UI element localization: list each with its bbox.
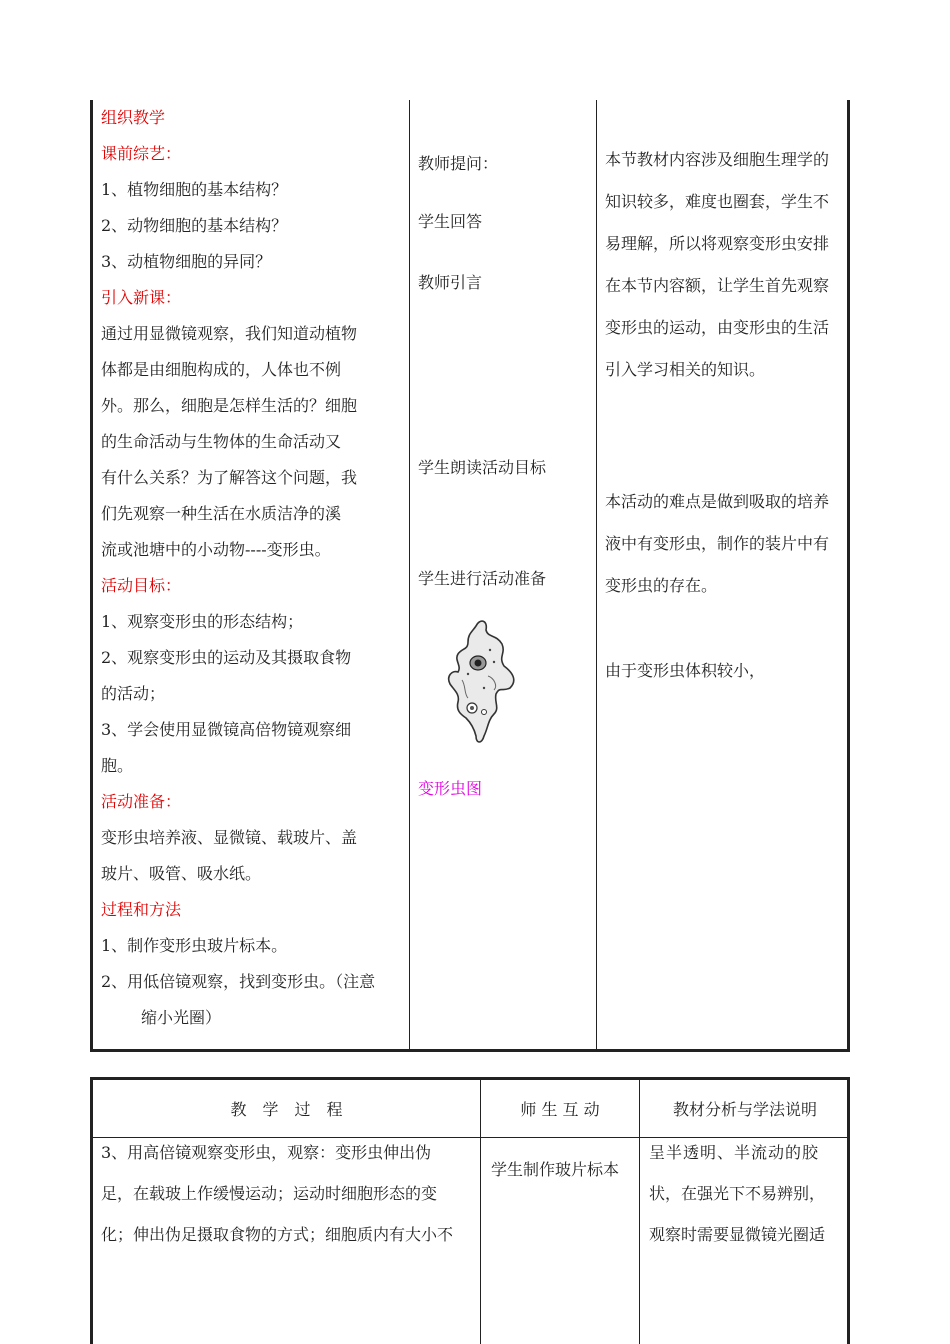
body-line: 2、动物细胞的基本结构？ <box>101 216 288 235</box>
column-divider <box>596 100 597 1049</box>
lesson-table-1 <box>90 100 850 1052</box>
section-heading: 活动目标： <box>101 576 182 595</box>
body-line: 1、制作变形虫玻片标本。 <box>101 936 288 955</box>
analysis-line: 液中有变形虫，制作的装片中有 <box>605 534 830 553</box>
header-analysis: 教材分析与学法说明 <box>672 1100 817 1119</box>
body-line: 1、植物细胞的基本结构？ <box>101 180 288 199</box>
column-divider <box>409 100 410 1049</box>
lesson-table-2 <box>90 1077 850 1344</box>
amoeba-illustration <box>444 616 519 746</box>
analysis-line: 在本节内容额，让学生首先观察 <box>605 276 830 295</box>
body-line: 的活动； <box>101 684 166 703</box>
body-line: 的生命活动与生物体的生命活动又 <box>101 432 342 451</box>
t2-analysis-line: 状，在强光下不易辨别， <box>649 1184 826 1203</box>
analysis-line: 由于变形虫体积较小， <box>605 661 766 680</box>
t2-analysis-line: 观察时需要显微镜光圈适 <box>649 1225 826 1244</box>
section-heading: 引入新课： <box>101 288 182 307</box>
body-line: 有什么关系？为了解答这个问题，我 <box>101 468 358 487</box>
analysis-line: 本活动的难点是做到吸取的培养 <box>605 492 830 511</box>
t2-analysis-line: 呈半透明、半流动的胶 <box>649 1143 820 1162</box>
body-line: 3、学会使用显微镜高倍物镜观察细 <box>101 720 352 739</box>
amoeba-caption: 变形虫图 <box>418 779 483 798</box>
body-line: 流或池塘中的小动物----变形虫。 <box>101 540 331 559</box>
body-line: 3、动植物细胞的异同？ <box>101 252 272 271</box>
section-heading: 课前综艺： <box>101 144 182 163</box>
analysis-line: 本节教材内容涉及细胞生理学的 <box>605 150 830 169</box>
body-line: 缩小光圈） <box>141 1008 222 1027</box>
section-heading: 过程和方法 <box>101 900 182 919</box>
body-line: 通过用显微镜观察，我们知道动植物 <box>101 324 358 343</box>
body-line: 变形虫培养液、显微镜、载玻片、盖 <box>101 828 358 847</box>
t2-line: 3、用高倍镜观察变形虫，观察：变形虫伸出伪 <box>101 1143 432 1162</box>
analysis-line: 变形虫的存在。 <box>605 576 718 595</box>
body-line: 胞。 <box>101 756 134 775</box>
section-heading: 组织教学 <box>101 108 166 127</box>
student-prepare: 学生进行活动准备 <box>418 569 547 588</box>
analysis-line: 易理解，所以将观察变形虫安排 <box>605 234 830 253</box>
header-divider <box>93 1137 847 1138</box>
analysis-line: 知识较多，难度也圈套，学生不 <box>605 192 830 211</box>
body-line: 体都是由细胞构成的，人体也不例 <box>101 360 342 379</box>
body-line: 1、观察变形虫的形态结构； <box>101 612 304 631</box>
analysis-line: 变形虫的运动，由变形虫的生活 <box>605 318 830 337</box>
body-line: 玻片、吸管、吸水纸。 <box>101 864 262 883</box>
t2-line: 化；伸出伪足摄取食物的方式；细胞质内有大小不 <box>101 1225 454 1244</box>
teacher-intro: 教师引言 <box>418 273 483 292</box>
header-interaction: 师 生 互 动 <box>520 1100 600 1119</box>
t2-line: 足，在载玻上作缓慢运动；运动时细胞形态的变 <box>101 1184 438 1203</box>
body-line: 2、观察变形虫的运动及其摄取食物 <box>101 648 352 667</box>
teacher-question: 教师提问： <box>418 154 499 173</box>
student-read-goals: 学生朗读活动目标 <box>418 458 547 477</box>
section-heading: 活动准备： <box>101 792 182 811</box>
student-make-slide: 学生制作玻片标本 <box>491 1160 620 1179</box>
student-answer: 学生回答 <box>418 212 483 231</box>
header-teaching-process: 教 学 过 程 <box>230 1100 343 1119</box>
body-line: 外。那么，细胞是怎样生活的？细胞 <box>101 396 358 415</box>
body-line: 2、用低倍镜观察，找到变形虫。（注意 <box>101 972 376 991</box>
body-line: 们先观察一种生活在水质洁净的溪 <box>101 504 342 523</box>
analysis-line: 引入学习相关的知识。 <box>605 360 766 379</box>
